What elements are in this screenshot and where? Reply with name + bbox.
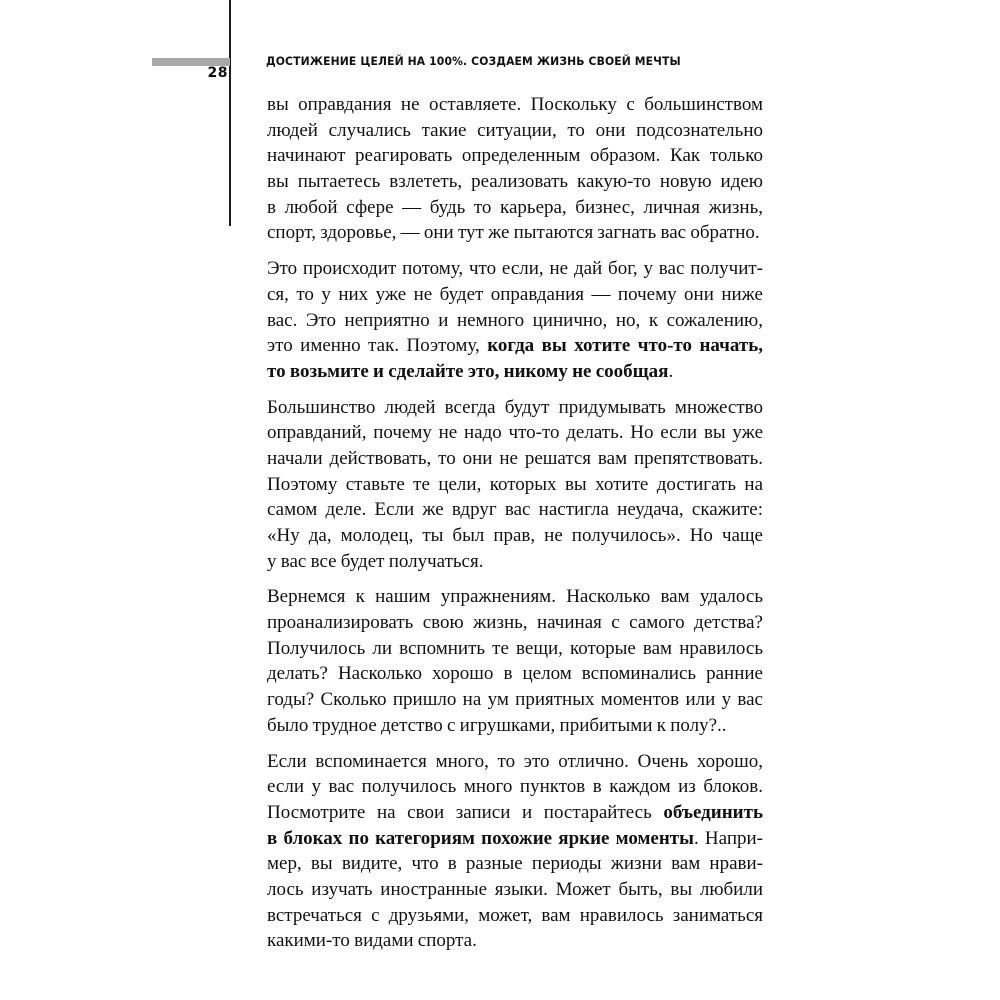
text-line xyxy=(267,446,763,472)
text-line xyxy=(267,826,763,852)
text-run: ся, то у них уже не будет оправдания — почему они ниже xyxy=(267,283,763,305)
text-run: встречаться с друзьями, может, вам нравилось заниматься xyxy=(267,904,763,926)
text-line xyxy=(267,333,763,359)
text-run: начали действовать, то они не решатся вам препятствовать. xyxy=(267,447,763,469)
text-run: у вас все будет получаться. xyxy=(267,550,484,572)
text-line xyxy=(267,195,763,221)
text-run: оправданий, почему не надо что-то делать. Но если вы уже xyxy=(267,422,763,444)
text-run: вы оправдания не оставляете. Поскольку с большинством xyxy=(267,94,763,115)
text-line xyxy=(267,118,763,144)
text-run: это именно так. Поэтому, xyxy=(267,335,488,357)
margin-rule xyxy=(229,0,231,226)
text-run: . Напри- xyxy=(693,827,763,849)
text-line xyxy=(267,928,763,954)
paragraph xyxy=(267,92,763,246)
text-line xyxy=(267,359,763,385)
paragraph xyxy=(267,256,763,384)
text-run: Получилось ли вспомнить те вещи, которые вам нравилось xyxy=(267,637,763,659)
text-line xyxy=(267,903,763,929)
text-run: начинают реагировать определенным образом. Как только xyxy=(267,145,763,167)
text-run: Поэтому ставьте те цели, которых вы хотите достигать на xyxy=(267,473,763,495)
text-line xyxy=(267,169,763,195)
paragraph xyxy=(267,584,763,738)
text-run: Вернемся к нашим упражнениям. Насколько вам удалось xyxy=(267,586,763,608)
text-run: вы пытаетесь взлететь, реализовать какую-то новую идею xyxy=(267,171,763,193)
text-run: лось изучать иностранные языки. Может быть, вы любили xyxy=(267,878,763,900)
text-line xyxy=(267,220,763,246)
text-line xyxy=(267,92,763,118)
text-run: делать? Насколько хорошо в целом вспоминались ранние xyxy=(267,663,763,685)
text-line xyxy=(267,282,763,308)
text-line xyxy=(267,713,763,739)
text-line xyxy=(267,610,763,636)
text-line xyxy=(267,395,763,421)
text-run: Большинство людей всегда будут придумывать множество xyxy=(267,396,763,418)
text-run: . xyxy=(668,360,674,382)
text-run: вас. Это неприятно и немного цинично, но, к сожалению, xyxy=(267,309,763,331)
text-run: людей случались такие ситуации, то они подсознательно xyxy=(267,119,763,141)
text-run: какими-то видами спорта. xyxy=(267,930,477,952)
text-line xyxy=(267,661,763,687)
text-line xyxy=(267,472,763,498)
text-run: было трудное детство с игрушками, прибитыми к полу?.. xyxy=(267,714,727,736)
text-line xyxy=(267,774,763,800)
paragraph xyxy=(267,749,763,955)
text-line xyxy=(267,420,763,446)
text-line xyxy=(267,851,763,877)
page-number: 28 xyxy=(207,65,228,81)
text-run: Посмотрите на свои записи и постарайтесь xyxy=(267,801,664,823)
text-run: если у вас получилось много пунктов в каждом из блоков. xyxy=(267,776,763,798)
bold-text: когда вы хотите что-то начать, xyxy=(487,335,763,357)
text-run: Если вспоминается много, то это отлично. Очень хорошо, xyxy=(267,750,763,772)
text-run: спорт, здоровье, — они тут же пытаются загнать вас обратно. xyxy=(267,222,760,244)
paragraph xyxy=(267,395,763,575)
bold-text: то возьмите и сделайте это, никому не сообщая xyxy=(267,360,669,382)
text-line xyxy=(267,308,763,334)
text-line xyxy=(267,523,763,549)
text-line xyxy=(267,877,763,903)
text-line xyxy=(267,549,763,575)
text-line xyxy=(267,256,763,282)
text-line xyxy=(267,687,763,713)
bold-text: объединить xyxy=(663,801,763,823)
text-line xyxy=(267,584,763,610)
running-title: ДОСТИЖЕНИЕ ЦЕЛЕЙ НА 100%. СОЗДАЕМ ЖИЗНЬ СВОЕЙ МЕЧТЫ xyxy=(266,54,681,68)
text-run: «Ну да, молодец, ты был прав, не получилось». Но чаще xyxy=(267,525,763,546)
text-run: проанализировать свою жизнь, начиная с самого детства? xyxy=(267,612,763,634)
text-line xyxy=(267,800,763,826)
text-run: Это происходит потому, что если, не дай бог, у вас получит- xyxy=(267,258,763,280)
text-line xyxy=(267,497,763,523)
text-run: самом деле. Если же вдруг вас настигла неудача, скажите: xyxy=(267,499,763,521)
text-run: мер, вы видите, что в разные периоды жизни вам нрави- xyxy=(267,853,763,875)
text-run: годы? Сколько пришло на ум приятных моментов или у вас xyxy=(267,689,763,711)
text-line xyxy=(267,143,763,169)
text-line xyxy=(267,749,763,775)
text-line xyxy=(267,636,763,662)
body-text xyxy=(267,92,763,964)
bold-text: в блоках по категориям похожие яркие моменты xyxy=(267,827,694,849)
text-run: в любой сфере — будь то карьера, бизнес, личная жизнь, xyxy=(267,196,763,218)
